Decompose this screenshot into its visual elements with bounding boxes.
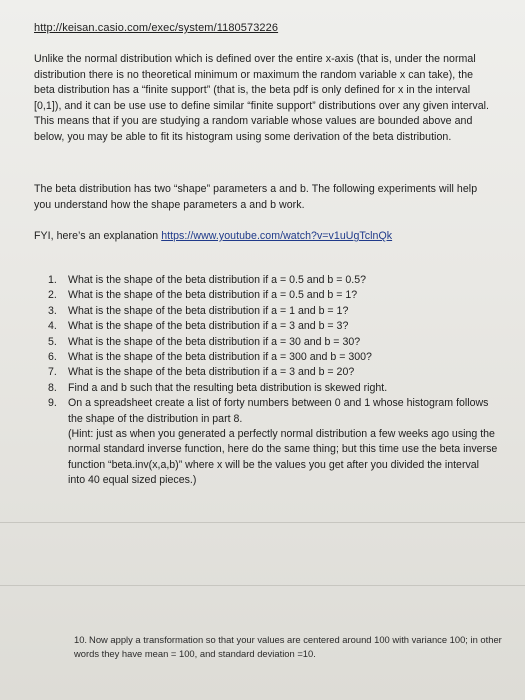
source-url[interactable]: http://keisan.casio.com/exec/system/1180573226 bbox=[34, 22, 279, 34]
question-number: 7. bbox=[48, 366, 57, 379]
intro-paragraph: Unlike the normal distribution which is defined over the entire x-axis (that is, under the normal distribution there is no theoretical minimum or maximum the random variable x can take), the beta distribution has a “finite support” (that is, the beta pdf is only defined for x in the interval [0,1]), and it can be use use to define similar “finite support” distributions over any given interval. This means that if you are studying a random variable whose values are bounded above and below, you may be able to fit its histogram using some derivation of the beta distribution. bbox=[34, 53, 490, 143]
question-list bbox=[48, 273, 498, 489]
question-item bbox=[48, 304, 498, 319]
fyi-prefix: FYI, here’s an explanation bbox=[34, 230, 162, 242]
question-text: What is the shape of the beta distribution if a = 0.5 and b = 1? bbox=[68, 289, 358, 302]
question-item bbox=[48, 381, 498, 396]
question-text: Find a and b such that the resulting beta distribution is skewed right. bbox=[68, 381, 388, 394]
question-item bbox=[48, 396, 498, 488]
question-item bbox=[48, 273, 498, 288]
question-number: 9. bbox=[48, 397, 57, 410]
question-text: Now apply a transformation so that your values are centered around 100 with variance 100; in other words they have mean = 100, and standard deviation =10. bbox=[74, 634, 502, 659]
question-item bbox=[48, 288, 498, 303]
fyi-paragraph bbox=[34, 229, 494, 245]
question-hint: (Hint: just as when you generated a perfectly normal distribution a few weeks ago using the normal standard inverse function, here do the same thing; but this time use the beta inverse function “beta.inv(x,a,b)” where x will be the values you get after you divided the interval into 40 equal sized pieces.) bbox=[68, 428, 498, 487]
question-item bbox=[48, 335, 498, 350]
question-text: On a spreadsheet create a list of forty numbers between 0 and 1 whose histogram follows the shape of the distribution in part 8. bbox=[68, 397, 489, 425]
question-number: 6. bbox=[48, 351, 57, 364]
shape-paragraph: The beta distribution has two “shape” parameters a and b. The following experiments will help you understand how the shape parameters a and b work. bbox=[34, 183, 478, 211]
divider-line bbox=[0, 585, 525, 586]
divider-line bbox=[0, 522, 525, 523]
question-text: What is the shape of the beta distribution if a = 3 and b = 3? bbox=[68, 320, 349, 333]
question-item bbox=[48, 350, 498, 365]
question-number: 4. bbox=[48, 320, 57, 333]
question-number: 1. bbox=[48, 274, 57, 286]
youtube-link[interactable]: https://www.youtube.com/watch?v=v1uUgTclnQk bbox=[161, 230, 393, 242]
question-number: 2. bbox=[48, 289, 57, 302]
question-text: What is the shape of the beta distribution if a = 3 and b = 20? bbox=[68, 366, 355, 379]
question-text: What is the shape of the beta distribution if a = 0.5 and b = 0.5? bbox=[68, 274, 367, 286]
question-text: What is the shape of the beta distribution if a = 300 and b = 300? bbox=[68, 351, 372, 364]
question-10 bbox=[74, 633, 504, 661]
question-text: What is the shape of the beta distribution if a = 1 and b = 1? bbox=[68, 304, 349, 317]
question-number: 8. bbox=[48, 381, 57, 394]
question-item bbox=[48, 365, 498, 380]
question-number: 10. bbox=[74, 634, 88, 645]
question-number: 5. bbox=[48, 335, 57, 348]
question-number: 3. bbox=[48, 304, 57, 317]
question-text: What is the shape of the beta distribution if a = 30 and b = 30? bbox=[68, 335, 361, 348]
question-item bbox=[48, 319, 498, 334]
